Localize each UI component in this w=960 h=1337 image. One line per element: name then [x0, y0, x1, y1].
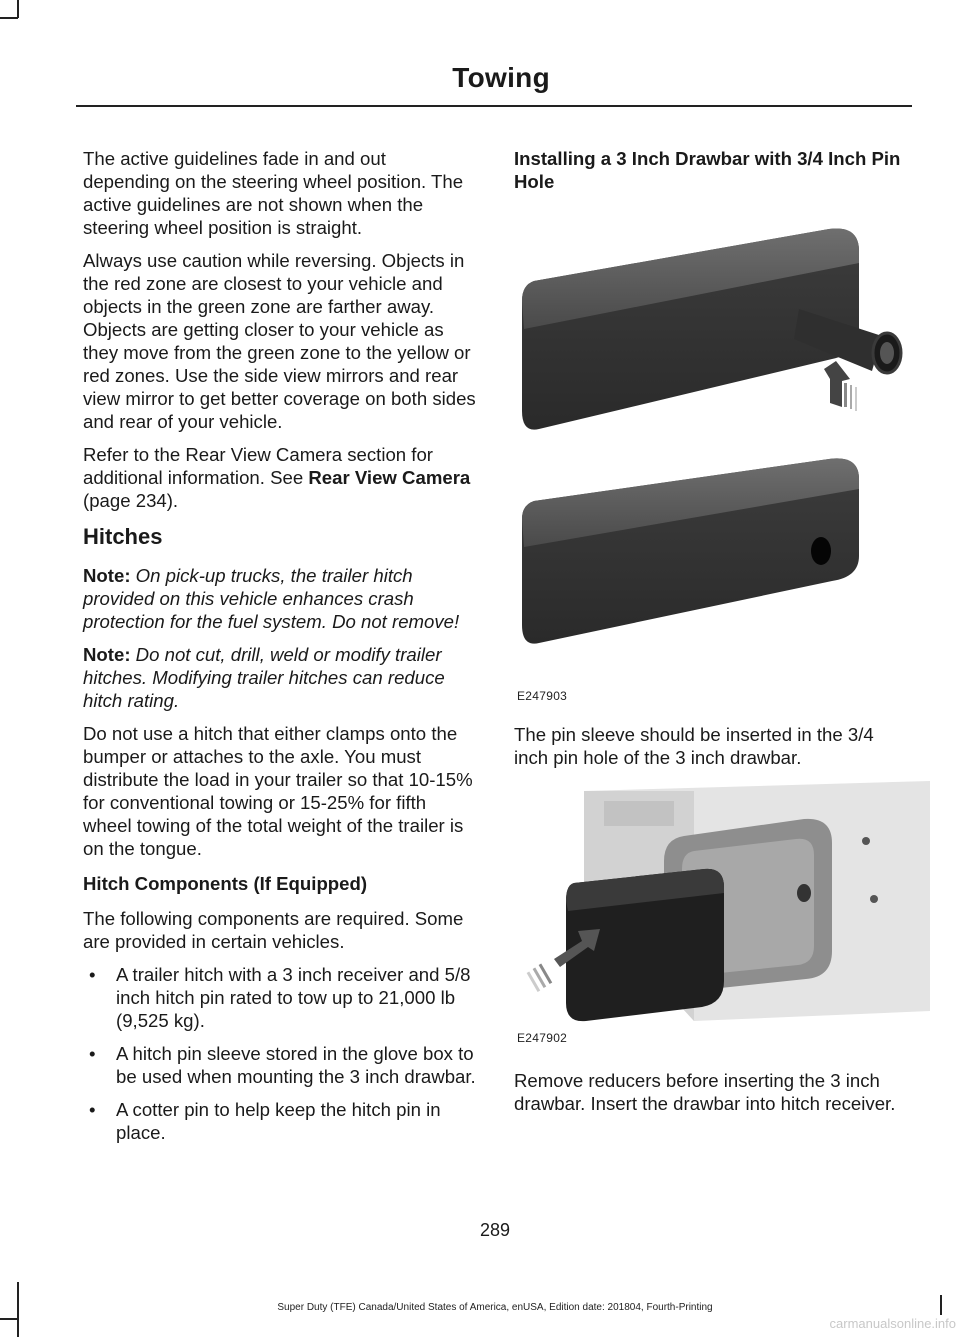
bullet-icon: • [89, 964, 96, 985]
receiver-illustration [514, 781, 930, 1039]
list-item [83, 1098, 477, 1144]
figure-code: E247903 [517, 689, 568, 703]
figure-drawbar-pin-sleeve [514, 211, 908, 711]
list-item-text: A cotter pin to help keep the hitch pin in place. [116, 1099, 441, 1143]
left-column [83, 147, 477, 1154]
page-title: Towing [452, 62, 550, 93]
paragraph-guidelines: The active guidelines fade in and out depending on the steering wheel position. The active guidelines are not shown when the steering wheel position is straight. [83, 148, 464, 238]
heading-hitches: Hitches [83, 524, 163, 549]
heading-hitch-components: Hitch Components (If Equipped) [83, 873, 368, 894]
paragraph-pin-sleeve: The pin sleeve should be inserted in the 3/4 inch pin hole of the 3 inch drawbar. [514, 724, 874, 768]
list-item [83, 963, 477, 1032]
note-label: Note: [83, 565, 131, 586]
crop-mark [0, 17, 18, 19]
paragraph-tongue-weight: Do not use a hitch that either clamps onto the bumper or attaches to the axle. You must distribute the load in your trailer so that 10-15% for conventional towing or 15-25% for fifth wheel towing of the total weight of the trailer is on the tongue. [83, 723, 473, 859]
footer-edition: Super Duty (TFE) Canada/United States of America, enUSA, Edition date: 201804, Fourth-Printing [277, 1302, 713, 1313]
crop-mark [17, 0, 19, 18]
paragraph-caution: Always use caution while reversing. Objects in the red zone are closest to your vehicle and objects in the green zone are farther away. Objects are getting closer to your vehicle as they move from the green zone to the yellow or red zones. Use the side view mirrors and rear view mirror to get better coverage on both sides and rear of your vehicle. [83, 250, 476, 432]
list-item-text: A hitch pin sleeve stored in the glove box to be used when mounting the 3 inch drawbar. [116, 1043, 476, 1087]
note-modify [83, 643, 477, 712]
note-fuel-system [83, 564, 477, 633]
figure-hitch-receiver [514, 781, 930, 1051]
refer-text: Refer to the Rear View Camera section for additional information. See [83, 444, 433, 488]
heading-installing-drawbar: Installing a 3 Inch Drawbar with 3/4 Inch Pin Hole [514, 148, 901, 192]
watermark: carmanualsonline.info [829, 1316, 956, 1331]
right-column [514, 147, 908, 1125]
rear-view-camera-link[interactable]: Rear View Camera [308, 467, 471, 488]
header-rule [76, 105, 912, 107]
page-number: 289 [479, 1220, 511, 1240]
crop-mark [0, 1318, 18, 1320]
refer-page: (page 234). [83, 490, 179, 511]
note-text: On pick-up trucks, the trailer hitch provided on this vehicle enhances crash protection for the fuel system. Do not remove! [83, 565, 460, 632]
insert-arrow-icon [824, 361, 857, 411]
note-label: Note: [83, 644, 131, 665]
drawbar-illustration [514, 211, 908, 691]
paragraph-components: The following components are required. Some are provided in certain vehicles. [83, 908, 464, 952]
paragraph-refer [83, 443, 477, 512]
list-item [83, 1042, 477, 1088]
components-list [83, 963, 477, 1144]
note-text: Do not cut, drill, weld or modify trailer hitches. Modifying trailer hitches can reduce hitch rating. [83, 644, 445, 711]
paragraph-remove-reducers: Remove reducers before inserting the 3 inch drawbar. Insert the drawbar into hitch receiver. [514, 1070, 896, 1114]
figure-code: E247902 [517, 1031, 568, 1045]
bullet-icon: • [89, 1043, 96, 1064]
bullet-icon: • [89, 1099, 96, 1120]
list-item-text: A trailer hitch with a 3 inch receiver and 5/8 inch hitch pin rated to tow up to 21,000 lb (9,525 kg). [116, 964, 471, 1031]
drawbar-lower [522, 458, 859, 643]
